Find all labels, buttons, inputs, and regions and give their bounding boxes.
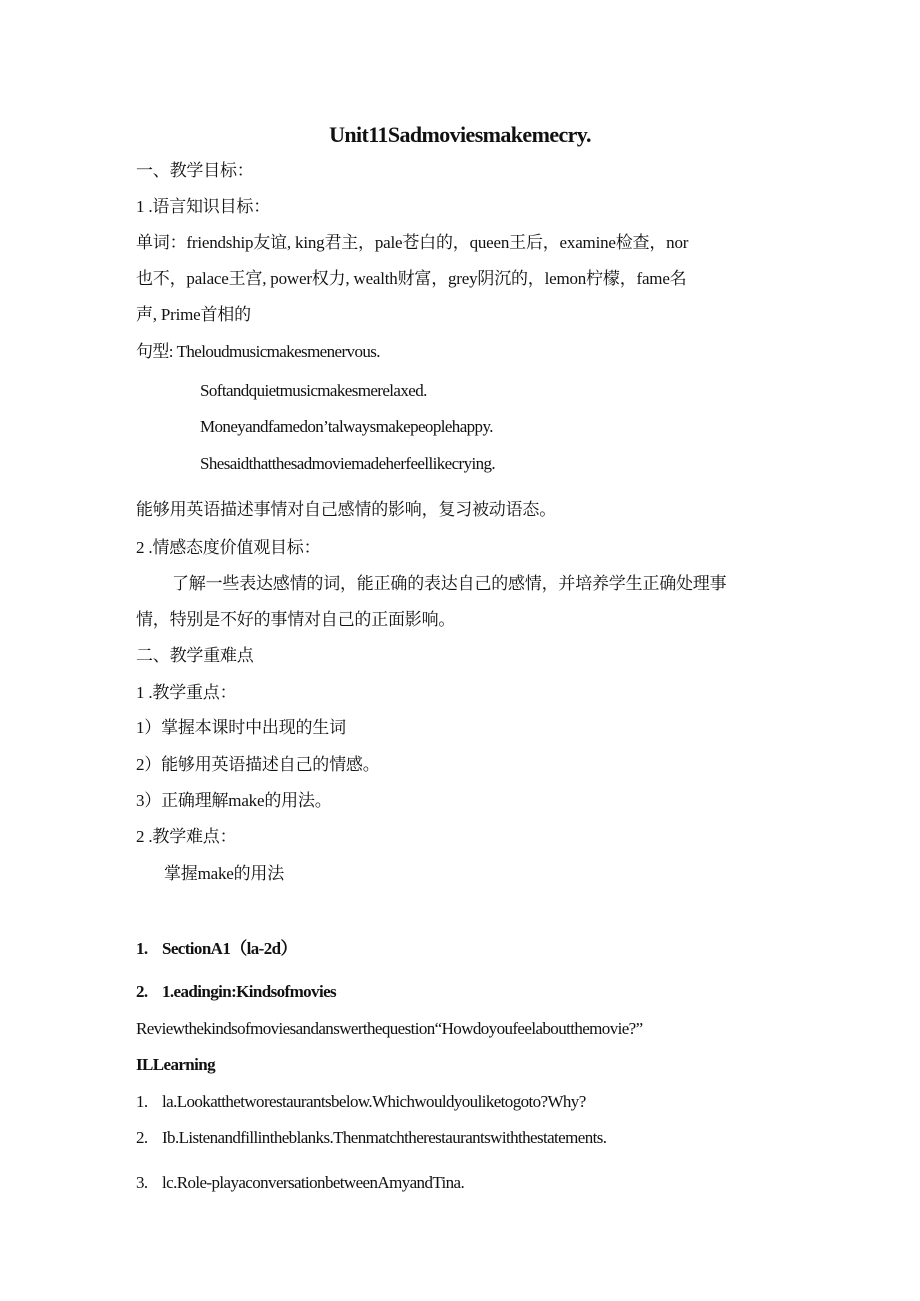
vocabulary-line-1: 单词：friendship友谊, king君主，pale苍白的，queen王后，examine检查，nor: [136, 233, 689, 252]
objectives-heading: 一、教学目标：: [136, 161, 254, 180]
task-text: lc.Role-playaconversationbetweenAmyandTina.: [162, 1173, 465, 1192]
leadin-heading: [136, 981, 336, 1003]
sentence-pattern-2: Softandquietmusicmakesmerelaxed.: [200, 381, 427, 400]
focus-item: 2）能够用英语描述自己的情感。: [136, 755, 380, 774]
task-number: 2.: [136, 1128, 148, 1147]
leadin-number: 2.: [136, 982, 148, 1001]
task-item: [136, 1127, 606, 1149]
vocabulary-line-2: 也不，palace王宫, power权力, wealth财富，grey阴沉的，lemon柠檬，fame名: [136, 269, 687, 288]
section-title: SectionA1（la-2d）: [162, 939, 297, 958]
focus-item: 1）掌握本课时中出现的生词: [136, 718, 346, 737]
section-number: 1.: [136, 939, 148, 958]
sentence-pattern-label: 句型: Theloudmusicmakesmenervous.: [136, 342, 380, 361]
key-points-heading: 二、教学重难点: [136, 646, 254, 665]
emotion-objective-line-1: 了解一些表达感情的词，能正确的表达自己的感情，并培养学生正确处理事: [172, 574, 727, 593]
teaching-difficulty-heading: 2 .教学难点：: [136, 827, 237, 846]
sentence-pattern-3: Moneyandfamedon’talwaysmakepeoplehappy.: [200, 417, 493, 436]
task-text: la.Lookatthetworestaurantsbelow.Whichwouldyouliketogoto?Why?: [162, 1092, 586, 1111]
language-objectives-heading: 1 .语言知识目标：: [136, 197, 270, 216]
ability-objective: 能够用英语描述事情对自己感情的影响，复习被动语态。: [136, 500, 556, 519]
emotion-objective-line-2: 情，特别是不好的事情对自己的正面影响。: [136, 610, 456, 629]
task-number: 3.: [136, 1173, 148, 1192]
section-heading: [136, 938, 297, 960]
emotion-objectives-heading: 2 .情感态度价值观目标：: [136, 538, 321, 557]
focus-item: 3）正确理解make的用法。: [136, 791, 332, 810]
task-text: Ib.Listenandfillintheblanks.Thenmatchtherestaurantswiththestatements.: [162, 1128, 607, 1147]
page-title: Unit11Sadmoviesmakemecry.: [329, 122, 591, 147]
sentence-pattern-4: Shesaidthatthesadmoviemadeherfeellikecrying.: [200, 454, 496, 473]
teaching-focus-heading: 1 .教学重点：: [136, 683, 237, 702]
teaching-difficulty-text: 掌握make的用法: [164, 864, 285, 883]
vocabulary-line-3: 声, Prime首相的: [136, 305, 251, 324]
task-item: [136, 1172, 464, 1194]
task-number: 1.: [136, 1092, 148, 1111]
leadin-title: 1.eadingin:Kindsofmovies: [162, 982, 337, 1001]
review-instruction: Reviewthekindsofmoviesandanswerthequestion“Howdoyoufeelaboutthemovie?”: [136, 1019, 643, 1038]
learning-heading: ILLearning: [136, 1055, 216, 1074]
task-item: [136, 1091, 586, 1113]
